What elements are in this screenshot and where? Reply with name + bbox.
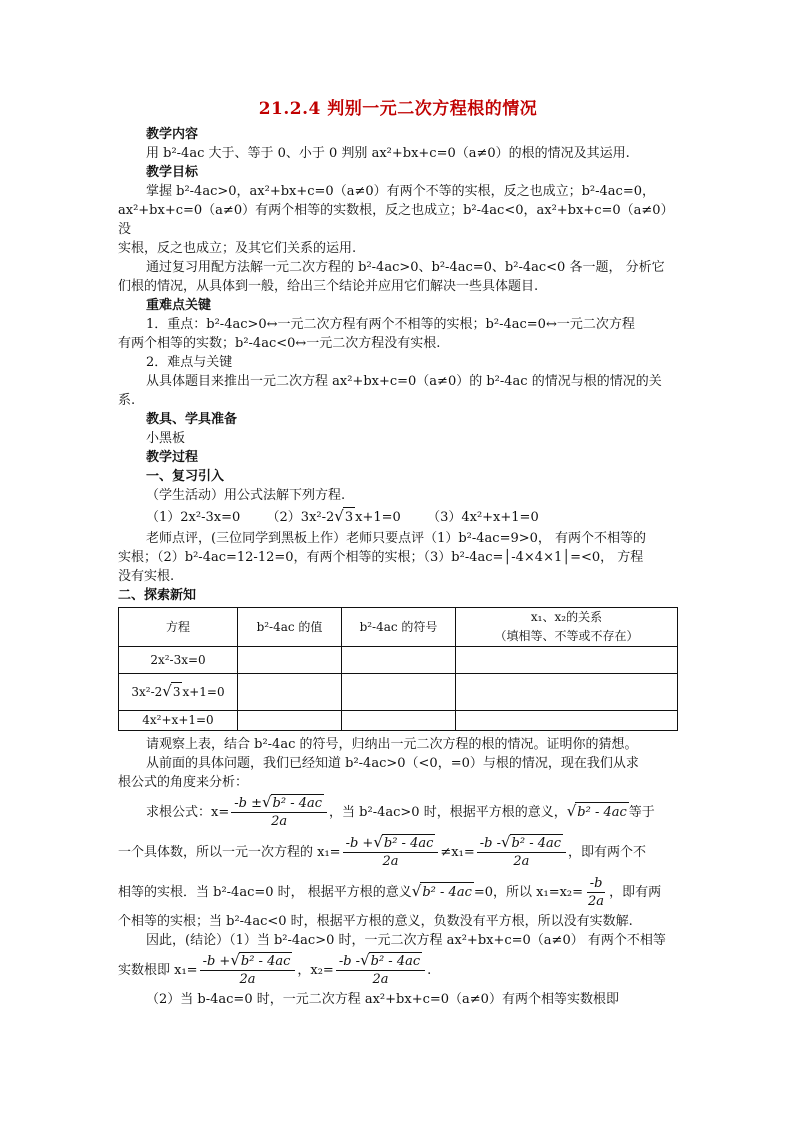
heading-key: 重难点关键 [146, 298, 212, 313]
review-line-2: 老师点评，(三位同学到黑板上作）老师只要点评（1）b²-4ac=9>0， 有两个不相等的 [146, 531, 647, 546]
table-row [119, 711, 678, 731]
goal-line-5: 们根的情况，从具体到一般，给出三个结论并应用它们解决一些具体题目. [118, 279, 539, 294]
cell-relation[interactable] [456, 711, 678, 731]
conclusion-root-1: $\frac{\text{-b +√b² - 4ac}}{2a}$ [200, 952, 296, 988]
observe-line-2: 从前面的具体问题，我们已经知道 b²-4ac>0（<0，=0）与根的情况，现在我们从求 [146, 756, 639, 771]
content-text: 用 b²-4ac 大于、等于 0、小于 0 判别 ax²+bx+c=0（a≠0）的根的情况及其运用. [146, 146, 630, 161]
cell-sign[interactable] [342, 647, 456, 674]
formula-line-3: 相等的实根．当 b²-4ac=0 时， 根据平方根的意义 √b² - 4ac =0，所以 x₁=x₂= $\frac{-b}{2a}$ ，即有两 [118, 875, 662, 909]
key-line-2: 有两个相等的实数；b²-4ac<0↔一元二次方程没有实根. [118, 336, 441, 351]
header-value: b²-4ac 的值 [238, 608, 342, 647]
root-plus: $\frac{\text{-b +√b² - 4ac}}{2a}$ [343, 834, 439, 870]
text-line-5: 因此，(结论）（1）当 b²-4ac>0 时，一元二次方程 ax²+bx+c=0（a≠0） 有两个不相等 [146, 933, 666, 948]
header-sign: b²-4ac 的符号 [342, 608, 456, 647]
formula-line-2: 一个具体数，所以一元一次方程的 x₁= $\frac{\text{-b +√b² - 4ac}}{2a}$ ≠x₁= $\frac{\text{-b -√b² - 4ac}}{2a}$ ，即有两个不 [118, 833, 647, 869]
double-root: $\frac{-b}{2a}$ [588, 875, 605, 909]
review-equations [146, 507, 678, 527]
row-equation: 2x²-3x=0 [119, 647, 238, 674]
heading-goal: 教学目标 [146, 165, 199, 180]
goal-line-4: 通过复习用配方法解一元二次方程的 b²-4ac>0、b²-4ac=0、b²-4ac<0 各一题， 分析它 [146, 260, 665, 275]
cell-value[interactable] [238, 674, 342, 711]
observe-line-3: 根公式的角度来分析： [118, 775, 249, 790]
equation-2: （2）3x²-2√3 x+1=0 [266, 507, 401, 525]
observe-line-1: 请观察上表，结合 b²-4ac 的符号，归纳出一元二次方程的根的情况。证明你的猜想。 [146, 737, 638, 752]
cell-sign[interactable] [342, 711, 456, 731]
root-formula: $\frac{\text{-b ±√b² - 4ac}}{2a}$ [231, 794, 327, 830]
heading-tools: 教具、学具准备 [146, 412, 238, 427]
review-line-1: （学生活动）用公式法解下列方程. [146, 488, 346, 503]
heading-explore: 二、探索新知 [118, 588, 197, 603]
key-line-3: 2．难点与关键 [146, 355, 233, 370]
heading-content: 教学内容 [146, 127, 199, 142]
header-equation: 方程 [119, 608, 238, 647]
row-equation: 4x²+x+1=0 [119, 711, 238, 731]
cell-sign[interactable] [342, 674, 456, 711]
equation-1: （1）2x²-3x=0 [146, 510, 241, 525]
goal-line-3: 实根，反之也成立；及其它们关系的运用. [118, 241, 357, 256]
text-line-4: 个相等的实根；当 b²-4ac<0 时，根据平方根的意义，负数没有平方根，所以没有实数解. [118, 914, 633, 929]
review-line-4: 没有实根. [118, 569, 175, 584]
page-title: 21.2.4 判别一元二次方程根的情况 [258, 99, 538, 119]
root-minus: $\frac{\text{-b -√b² - 4ac}}{2a}$ [477, 834, 566, 870]
analysis-table [118, 607, 678, 731]
conclusion-root-2: $\frac{\text{-b -√b² - 4ac}}{2a}$ [336, 952, 425, 988]
goal-line-1: 掌握 b²-4ac>0，ax²+bx+c=0（a≠0）有两个不等的实根，反之也成立；b²-4ac=0， [146, 184, 656, 199]
table-row [119, 647, 678, 674]
formula-line-6: 实数根即 x₁= $\frac{\text{-b +√b² - 4ac}}{2a}$ ，x₂= $\frac{\text{-b -√b² - 4ac}}{2a}$ . [118, 951, 432, 987]
document-page [118, 96, 678, 1009]
text-line-7: （2）当 b-4ac=0 时，一元二次方程 ax²+bx+c=0（a≠0）有两个相等实数根即 [146, 992, 619, 1007]
cell-value[interactable] [238, 711, 342, 731]
heading-process: 教学过程 [146, 450, 199, 465]
row-equation: 3x²-2√3 x+1=0 [119, 674, 238, 711]
table-header-row [119, 608, 678, 647]
table-row [119, 674, 678, 711]
goal-line-2: ax²+bx+c=0（a≠0）有两个相等的实数根，反之也成立；b²-4ac<0，ax²+bx+c=0（a≠0）没 [118, 203, 674, 237]
tools-text: 小黑板 [146, 431, 186, 446]
cell-relation[interactable] [456, 674, 678, 711]
key-line-4: 从具体题目来推出一元二次方程 ax²+bx+c=0（a≠0）的 b²-4ac 的情况与根的情况的关 [146, 374, 662, 389]
cell-relation[interactable] [456, 647, 678, 674]
heading-review: 一、复习引入 [146, 469, 225, 484]
key-line-5: 系. [118, 393, 136, 408]
review-line-3: 实根；（2）b²-4ac=12-12=0，有两个相等的实根；（3）b²-4ac=│-4×4×1│=<0， 方程 [118, 550, 644, 565]
key-line-1: 1．重点：b²-4ac>0↔一元二次方程有两个不相等的实根；b²-4ac=0↔一元二次方程 [146, 317, 635, 332]
header-relation: x₁、x₂的关系 （填相等、不等或不存在） [456, 608, 678, 647]
equation-3: （3）4x²+x+1=0 [427, 510, 539, 525]
cell-value[interactable] [238, 647, 342, 674]
formula-line: 求根公式：x= $\frac{\text{-b ±√b² - 4ac}}{2a}$ ，当 b²-4ac>0 时，根据平方根的意义， √b² - 4ac 等于 [146, 793, 655, 829]
